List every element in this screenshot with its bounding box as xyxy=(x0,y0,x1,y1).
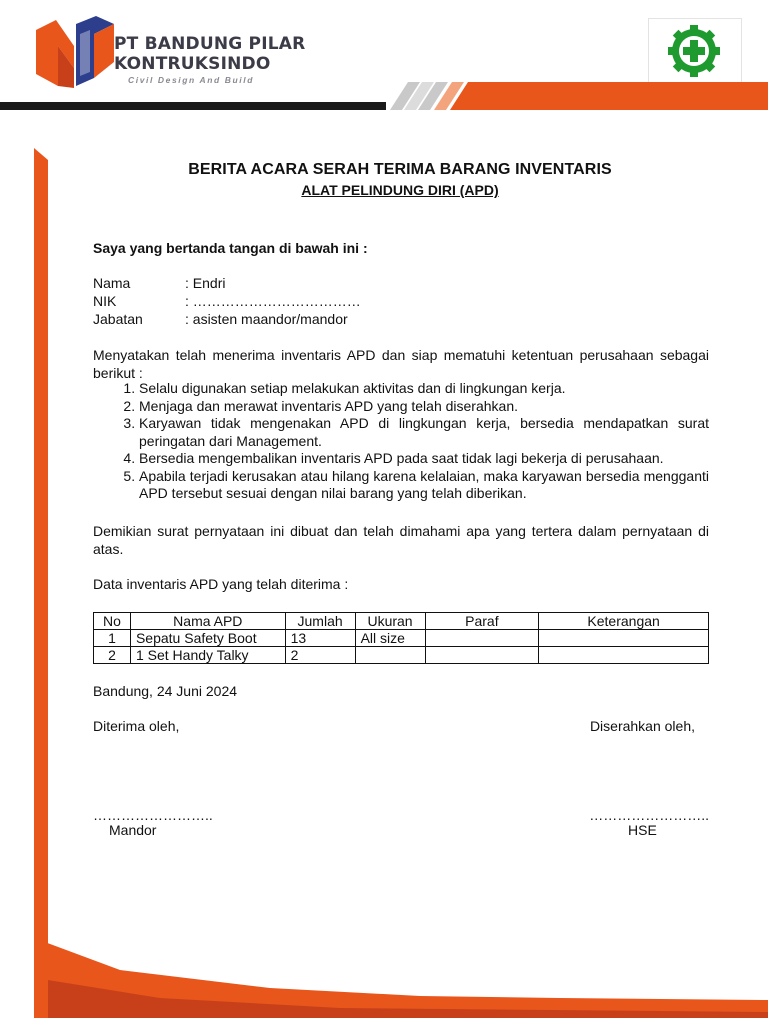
field-label-nama: Nama xyxy=(93,275,131,291)
place-date: Bandung, 24 Juni 2024 xyxy=(93,683,238,699)
term-item-3: 3. Karyawan tidak mengenakan APD di lingkungan kerja, bersedia mendapatkan surat peringatan dari Management. xyxy=(139,415,709,450)
signatory-role-mandor: Mandor xyxy=(109,822,157,838)
field-label-nik: NIK xyxy=(93,293,117,309)
document-title: BERITA ACARA SERAH TERIMA BARANG INVENTARIS xyxy=(188,161,612,178)
signature-line-left: …………………….. xyxy=(93,807,213,823)
signature-line-right: …………………….. xyxy=(589,807,709,823)
cell-no: 2 xyxy=(94,647,131,664)
company-tagline: Civil Design And Build xyxy=(128,75,255,85)
table-header-row xyxy=(94,613,709,630)
cell-no: 1 xyxy=(94,630,131,647)
field-label-jabatan: Jabatan xyxy=(93,311,143,327)
cell-jumlah: 13 xyxy=(285,630,355,647)
field-value-jabatan: : asisten maandor/mandor xyxy=(185,311,348,327)
k3-logo-box xyxy=(648,18,742,84)
apd-table xyxy=(93,612,709,664)
cell-ukuran: All size xyxy=(355,630,425,647)
field-value-nik: : ……………………………… xyxy=(185,293,361,309)
field-value-nama: : Endri xyxy=(185,275,226,291)
cell-paraf xyxy=(425,630,539,647)
col-header-no: No xyxy=(94,613,131,630)
cell-paraf xyxy=(425,647,539,664)
table-intro-text: Data inventaris APD yang telah diterima : xyxy=(93,576,349,592)
company-name-line1: PT BANDUNG PILAR xyxy=(114,34,306,54)
statement-text: Menyatakan telah menerima inventaris APD dan siap mematuhi ketentuan perusahaan sebagai berikut : xyxy=(93,347,709,381)
term-item-4: 4. Bersedia mengembalikan inventaris APD pada saat tidak lagi bekerja di perusahaan. xyxy=(139,450,709,468)
col-header-ukuran: Ukuran xyxy=(355,613,425,630)
table-row xyxy=(94,647,709,664)
col-header-nama-apd: Nama APD xyxy=(130,613,285,630)
cell-keterangan xyxy=(539,647,709,664)
company-name-line2: KONTRUKSINDO xyxy=(114,54,271,74)
term-item-1: 1. Selalu digunakan setiap melakukan aktivitas dan di lingkungan kerja. xyxy=(139,380,709,398)
document-subtitle: ALAT PELINDUNG DIRI (APD) xyxy=(301,182,499,198)
handed-by-label: Diserahkan oleh, xyxy=(589,718,695,734)
term-item-5: 5. Apabila terjadi kerusakan atau hilang karena kelalaian, maka karyawan bersedia mengganti APD tersebut sesuai dengan nilai barang yang telah diberikan. xyxy=(139,468,709,503)
col-header-jumlah: Jumlah xyxy=(285,613,355,630)
received-by-label: Diterima oleh, xyxy=(93,718,180,734)
cell-keterangan xyxy=(539,630,709,647)
signatory-role-hse: HSE xyxy=(628,822,657,838)
green-cross-gear-icon xyxy=(663,21,725,81)
cell-jumlah: 2 xyxy=(285,647,355,664)
company-name xyxy=(114,34,305,74)
cell-nama-apd: 1 Set Handy Talky xyxy=(130,647,285,664)
col-header-keterangan: Keterangan xyxy=(539,613,709,630)
closing-text: Demikian surat pernyataan ini dibuat dan telah dimahami apa yang tertera dalam pernyataan di atas. xyxy=(93,523,709,557)
col-header-paraf: Paraf xyxy=(425,613,539,630)
cell-ukuran xyxy=(355,647,425,664)
terms-list xyxy=(93,380,709,503)
intro-text: Saya yang bertanda tangan di bawah ini : xyxy=(93,240,368,256)
table-row xyxy=(94,630,709,647)
term-item-2: 2. Menjaga dan merawat inventaris APD yang telah diserahkan. xyxy=(139,398,709,416)
cell-nama-apd: Sepatu Safety Boot xyxy=(130,630,285,647)
